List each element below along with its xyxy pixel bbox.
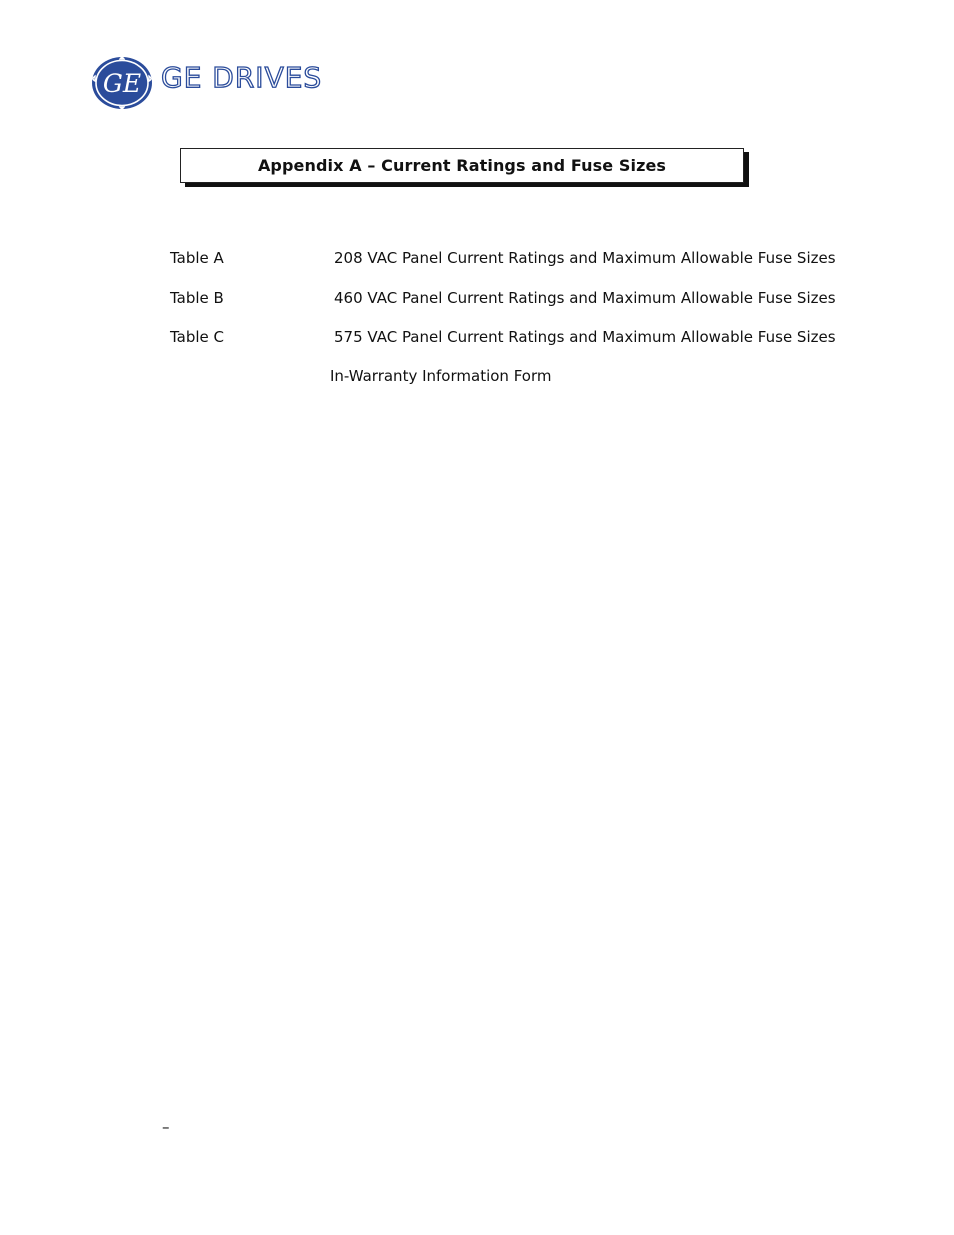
contents-label-table-c: Table C xyxy=(170,328,225,346)
appendix-title-box xyxy=(180,148,744,183)
brand-name: GE DRIVES xyxy=(161,61,323,94)
ge-monogram-icon xyxy=(91,55,155,111)
contents-label-table-b: Table B xyxy=(170,289,224,307)
svg-text:GE: GE xyxy=(102,69,142,98)
contents-description-warranty-form: In-Warranty Information Form xyxy=(330,367,552,385)
contents-label-table-a: Table A xyxy=(170,249,224,267)
contents-description-table-a: 208 VAC Panel Current Ratings and Maximum Allowable Fuse Sizes xyxy=(334,249,836,267)
footer-dash: – xyxy=(162,1118,170,1136)
contents-description-table-c: 575 VAC Panel Current Ratings and Maximum Allowable Fuse Sizes xyxy=(334,328,836,346)
ge-drives-logo xyxy=(91,55,331,113)
appendix-title: Appendix A – Current Ratings and Fuse Sizes xyxy=(257,156,667,175)
contents-description-table-b: 460 VAC Panel Current Ratings and Maximum Allowable Fuse Sizes xyxy=(334,289,836,307)
